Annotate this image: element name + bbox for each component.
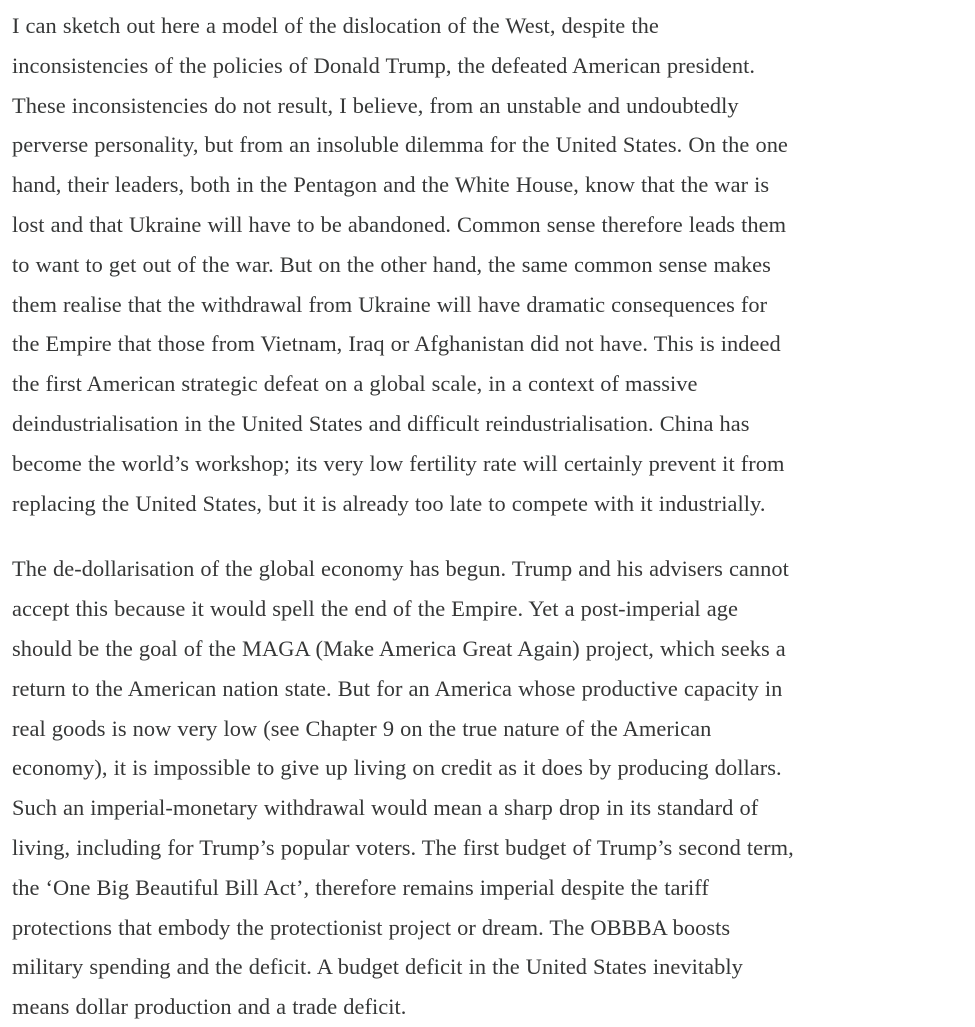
text-line: them realise that the withdrawal from Ukraine will have dramatic consequences for (12, 291, 768, 317)
text-line: should be the goal of the MAGA (Make America Great Again) project, which seeks a (12, 635, 786, 661)
text-line: real goods is now very low (see Chapter 9 on the true nature of the American (12, 715, 712, 741)
text-line: protections that embody the protectionist project or dream. The OBBBA boosts (12, 914, 731, 940)
text-line: deindustrialisation in the United States and difficult reindustrialisation. China has (12, 410, 750, 436)
text-line: Such an imperial-monetary withdrawal would mean a sharp drop in its standard of (12, 795, 759, 821)
text-line: living, including for Trump’s popular voters. The first budget of Trump’s second term, (12, 834, 794, 860)
paragraph-2 (12, 549, 963, 1027)
text-line: means dollar production and a trade deficit. (12, 994, 407, 1020)
text-line: the ‘One Big Beautiful Bill Act’, therefore remains imperial despite the tariff (12, 874, 709, 900)
text-line: I can sketch out here a model of the dislocation of the West, despite the (12, 13, 659, 38)
text-line: inconsistencies of the policies of Donald Trump, the defeated American president. (12, 52, 756, 78)
text-line: military spending and the deficit. A budget deficit in the United States inevitably (12, 954, 743, 980)
text-line: the Empire that those from Vietnam, Iraq or Afghanistan did not have. This is indeed (12, 331, 781, 357)
text-line: become the world’s workshop; its very low fertility rate will certainly prevent it from (12, 450, 785, 476)
text-line: accept this because it would spell the end of the Empire. Yet a post-imperial age (12, 596, 738, 622)
text-line: The de-dollarisation of the global economy has begun. Trump and his advisers cannot (12, 556, 789, 582)
text-line: lost and that Ukraine will have to be abandoned. Common sense therefore leads them (12, 211, 787, 237)
text-line: perverse personality, but from an insoluble dilemma for the United States. On the one (12, 132, 788, 158)
paragraph-1 (12, 6, 963, 523)
text-line: replacing the United States, but it is already too late to compete with it industrially. (12, 490, 766, 516)
text-line: economy), it is impossible to give up living on credit as it does by producing dollars. (12, 755, 782, 781)
text-line: These inconsistencies do not result, I believe, from an unstable and undoubtedly (12, 92, 739, 118)
text-line: the first American strategic defeat on a global scale, in a context of massive (12, 371, 698, 397)
text-line: hand, their leaders, both in the Pentagon and the White House, know that the war is (12, 172, 770, 198)
text-line: return to the American nation state. But for an America whose productive capacity in (12, 675, 783, 701)
text-line: to want to get out of the war. But on the other hand, the same common sense makes (12, 251, 771, 277)
